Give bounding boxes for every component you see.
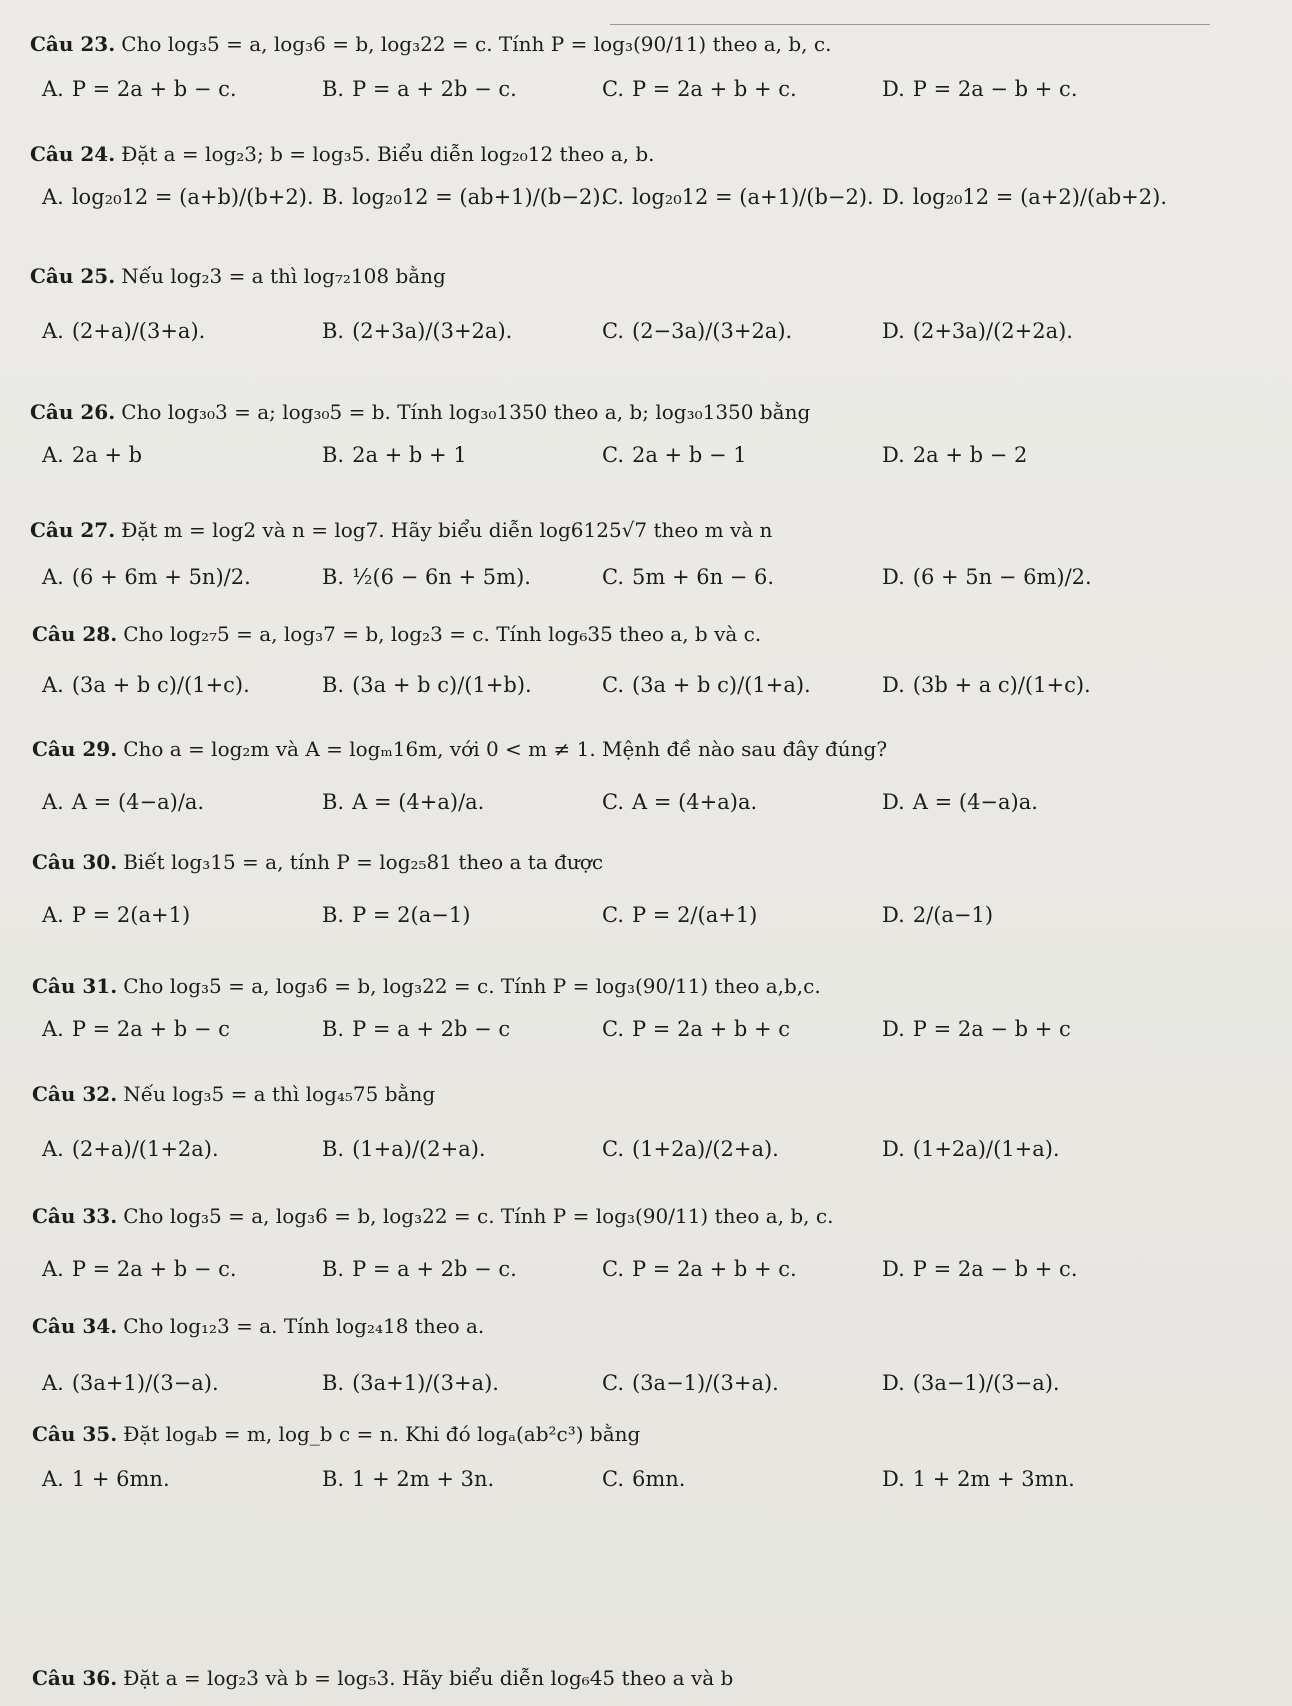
option-label: D.	[882, 1467, 905, 1491]
option-text: (2+a)/(3+a).	[71, 319, 206, 343]
answer-option-b[interactable]	[322, 900, 470, 930]
option-label: B.	[322, 1257, 345, 1281]
option-text: P = a + 2b − c	[352, 1017, 511, 1041]
question-body: Đặt a = log₂3 và b = log₅3. Hãy biểu diễn log₆45 theo a và b	[123, 1666, 734, 1690]
option-text: (2+3a)/(3+2a).	[352, 319, 513, 343]
option-text: log₂₀12 = (a+1)/(b−2).	[632, 185, 874, 209]
question-number: Câu 35.	[32, 1422, 118, 1446]
question-text	[30, 398, 810, 426]
answer-option-d[interactable]	[882, 1134, 1060, 1164]
option-label: D.	[882, 673, 905, 697]
option-label: B.	[322, 185, 345, 209]
question-number: Câu 33.	[32, 1204, 118, 1228]
answer-option-c[interactable]	[602, 787, 757, 817]
answer-option-c[interactable]	[602, 1134, 779, 1164]
option-text: log₂₀12 = (a+2)/(ab+2).	[912, 185, 1167, 209]
option-text: (2+a)/(1+2a).	[71, 1137, 219, 1161]
option-label: D.	[882, 565, 905, 589]
answer-option-d[interactable]	[882, 900, 993, 930]
answer-option-b[interactable]	[322, 182, 607, 212]
option-text: log₂₀12 = (ab+1)/(b−2).	[352, 185, 608, 209]
option-label: A.	[42, 1137, 64, 1161]
question-text	[32, 1202, 833, 1230]
option-label: B.	[322, 903, 345, 927]
option-label: A.	[42, 443, 64, 467]
question-body: Cho log₁₂3 = a. Tính log₂₄18 theo a.	[123, 1314, 485, 1338]
question-text	[30, 262, 446, 290]
option-text: (3a+1)/(3−a).	[71, 1371, 219, 1395]
question-body: Cho log₃5 = a, log₃6 = b, log₃22 = c. Tính P = log₃(90/11) theo a,b,c.	[123, 974, 821, 998]
option-label: A.	[42, 565, 64, 589]
option-text: P = 2a + b + c.	[632, 1257, 797, 1281]
answer-option-c[interactable]	[602, 1254, 797, 1284]
option-text: P = a + 2b − c.	[352, 1257, 517, 1281]
question-body: Cho log₃5 = a, log₃6 = b, log₃22 = c. Tính P = log₃(90/11) theo a, b, c.	[123, 1204, 834, 1228]
option-label: C.	[602, 1257, 624, 1281]
answer-option-d[interactable]	[882, 316, 1073, 346]
option-label: B.	[322, 1017, 345, 1041]
option-label: B.	[322, 790, 345, 814]
option-label: B.	[322, 1467, 345, 1491]
question-number: Câu 30.	[32, 850, 118, 874]
answer-option-b[interactable]	[322, 1464, 494, 1494]
answer-option-c[interactable]	[602, 74, 797, 104]
option-text: P = 2a + b − c	[71, 1017, 230, 1041]
option-text: (3a−1)/(3−a).	[912, 1371, 1060, 1395]
option-text: ½(6 − 6n + 5m).	[352, 565, 531, 589]
question-text	[32, 735, 887, 763]
question-text	[30, 30, 831, 58]
divider-line	[610, 24, 1210, 25]
question-body: Đặt logₐb = m, log_b c = n. Khi đó logₐ(ab²c³) bằng	[123, 1422, 641, 1446]
question-text	[32, 1312, 484, 1340]
option-text: (6 + 5n − 6m)/2.	[912, 565, 1092, 589]
option-text: P = 2/(a+1)	[632, 903, 758, 927]
question-number: Câu 25.	[30, 264, 116, 288]
question-text	[32, 1420, 640, 1448]
option-text: (3a + b c)/(1+c).	[71, 673, 250, 697]
option-label: C.	[602, 565, 624, 589]
question-number: Câu 23.	[30, 32, 116, 56]
answer-option-d[interactable]	[882, 670, 1091, 700]
option-text: P = 2a − b + c.	[912, 77, 1078, 101]
option-text: P = 2(a−1)	[352, 903, 471, 927]
option-label: D.	[882, 1137, 905, 1161]
answer-option-a[interactable]	[42, 182, 314, 212]
option-text: (1+2a)/(1+a).	[912, 1137, 1060, 1161]
option-text: P = a + 2b − c.	[352, 77, 517, 101]
answer-option-b[interactable]	[322, 440, 467, 470]
option-text: (3a+1)/(3+a).	[352, 1371, 499, 1395]
option-label: D.	[882, 790, 905, 814]
question-text	[32, 1080, 435, 1108]
option-text: 2a + b − 1	[632, 443, 747, 467]
question-number: Câu 32.	[32, 1082, 118, 1106]
answer-option-b[interactable]	[322, 1254, 517, 1284]
question-number: Câu 34.	[32, 1314, 118, 1338]
option-text: P = 2(a+1)	[71, 903, 191, 927]
option-label: C.	[602, 1371, 624, 1395]
answer-option-d[interactable]	[882, 1014, 1071, 1044]
option-text: 1 + 2m + 3mn.	[912, 1467, 1075, 1491]
option-label: A.	[42, 185, 64, 209]
option-label: A.	[42, 77, 64, 101]
answer-option-a[interactable]	[42, 316, 205, 346]
option-label: C.	[602, 790, 624, 814]
answer-option-a[interactable]	[42, 562, 251, 592]
answer-option-d[interactable]	[882, 1464, 1075, 1494]
answer-option-c[interactable]	[602, 1368, 779, 1398]
option-text: (1+2a)/(2+a).	[632, 1137, 779, 1161]
answer-option-c[interactable]	[602, 670, 811, 700]
option-label: D.	[882, 77, 905, 101]
option-text: (3a−1)/(3+a).	[632, 1371, 779, 1395]
answer-option-d[interactable]	[882, 562, 1092, 592]
answer-option-a[interactable]	[42, 1134, 219, 1164]
question-body: Biết log₃15 = a, tính P = log₂₅81 theo a ta được	[123, 850, 604, 874]
option-label: A.	[42, 903, 64, 927]
question-text	[32, 848, 603, 876]
option-label: C.	[602, 185, 624, 209]
answer-option-b[interactable]	[322, 74, 517, 104]
answer-option-d[interactable]	[882, 787, 1038, 817]
option-text: A = (4+a)/a.	[352, 790, 485, 814]
option-label: A.	[42, 1257, 64, 1281]
answer-option-d[interactable]	[882, 1368, 1060, 1398]
question-body: Đặt m = log2 và n = log7. Hãy biểu diễn log6125√7 theo m và n	[121, 518, 773, 542]
option-text: 1 + 2m + 3n.	[352, 1467, 495, 1491]
answer-option-d[interactable]	[882, 440, 1027, 470]
question-body: Cho log₂₇5 = a, log₃7 = b, log₂3 = c. Tính log₆35 theo a, b và c.	[123, 622, 762, 646]
answer-option-d[interactable]	[882, 1254, 1078, 1284]
answer-option-a[interactable]	[42, 670, 250, 700]
question-number: Câu 24.	[30, 142, 116, 166]
answer-option-d[interactable]	[882, 182, 1167, 212]
option-text: A = (4−a)a.	[912, 790, 1038, 814]
answer-option-b[interactable]	[322, 562, 531, 592]
answer-option-b[interactable]	[322, 670, 532, 700]
option-text: P = 2a − b + c	[912, 1017, 1071, 1041]
option-label: C.	[602, 673, 624, 697]
answer-option-d[interactable]	[882, 74, 1078, 104]
option-label: A.	[42, 1371, 64, 1395]
option-label: C.	[602, 319, 624, 343]
answer-option-a[interactable]	[42, 74, 237, 104]
option-text: A = (4+a)a.	[632, 790, 758, 814]
question-text	[30, 140, 655, 168]
option-text: 6mn.	[632, 1467, 686, 1491]
option-text: P = 2a + b + c	[632, 1017, 791, 1041]
answer-option-c[interactable]	[602, 562, 774, 592]
option-text: P = 2a + b + c.	[632, 77, 797, 101]
option-label: D.	[882, 319, 905, 343]
question-body: Cho log₃5 = a, log₃6 = b, log₃22 = c. Tính P = log₃(90/11) theo a, b, c.	[121, 32, 832, 56]
answer-option-c[interactable]	[602, 182, 874, 212]
option-text: A = (4−a)/a.	[71, 790, 205, 814]
option-text: P = 2a − b + c.	[912, 1257, 1078, 1281]
option-label: B.	[322, 1371, 345, 1395]
option-label: D.	[882, 1257, 905, 1281]
option-label: A.	[42, 319, 64, 343]
option-text: (3b + a c)/(1+c).	[912, 673, 1091, 697]
question-number: Câu 27.	[30, 518, 116, 542]
option-label: D.	[882, 185, 905, 209]
option-text: P = 2a + b − c.	[71, 77, 237, 101]
question-number: Câu 31.	[32, 974, 118, 998]
answer-option-a[interactable]	[42, 1254, 237, 1284]
option-text: 5m + 6n − 6.	[632, 565, 775, 589]
question-text	[32, 972, 821, 1000]
option-label: C.	[602, 903, 624, 927]
question-number: Câu 28.	[32, 622, 118, 646]
option-label: C.	[602, 77, 624, 101]
option-label: A.	[42, 1467, 64, 1491]
answer-option-a[interactable]	[42, 1368, 219, 1398]
option-text: (3a + b c)/(1+a).	[632, 673, 811, 697]
question-number: Câu 36.	[32, 1666, 118, 1690]
option-text: 2a + b − 2	[912, 443, 1028, 467]
answer-option-a[interactable]	[42, 900, 190, 930]
option-label: B.	[322, 443, 345, 467]
question-text	[30, 516, 772, 544]
answer-option-c[interactable]	[602, 316, 792, 346]
answer-option-b[interactable]	[322, 1368, 499, 1398]
answer-option-b[interactable]	[322, 1134, 486, 1164]
answer-option-a[interactable]	[42, 1464, 170, 1494]
option-label: B.	[322, 319, 345, 343]
option-label: B.	[322, 565, 345, 589]
question-body: Nếu log₂3 = a thì log₇₂108 bằng	[121, 264, 446, 288]
option-text: (3a + b c)/(1+b).	[352, 673, 532, 697]
option-text: log₂₀12 = (a+b)/(b+2).	[71, 185, 314, 209]
question-text	[32, 620, 761, 648]
option-label: D.	[882, 1017, 905, 1041]
option-text: 2/(a−1)	[912, 903, 994, 927]
option-label: B.	[322, 1137, 345, 1161]
question-body: Đặt a = log₂3; b = log₃5. Biểu diễn log₂₀12 theo a, b.	[121, 142, 655, 166]
answer-option-b[interactable]	[322, 1014, 510, 1044]
answer-option-a[interactable]	[42, 440, 142, 470]
answer-option-c[interactable]	[602, 900, 757, 930]
option-label: C.	[602, 1467, 624, 1491]
option-label: C.	[602, 1017, 624, 1041]
option-label: C.	[602, 443, 624, 467]
option-label: A.	[42, 790, 64, 814]
option-text: 2a + b + 1	[352, 443, 467, 467]
option-text: (1+a)/(2+a).	[352, 1137, 486, 1161]
question-body: Cho a = log₂m và A = logₘ16m, với 0 < m ≠ 1. Mệnh đề nào sau đây đúng?	[123, 737, 888, 761]
question-text	[32, 1664, 733, 1692]
option-label: A.	[42, 673, 64, 697]
option-text: P = 2a + b − c.	[71, 1257, 237, 1281]
option-text: 1 + 6mn.	[71, 1467, 170, 1491]
answer-option-c[interactable]	[602, 440, 747, 470]
answer-option-a[interactable]	[42, 787, 204, 817]
answer-option-c[interactable]	[602, 1464, 685, 1494]
option-label: A.	[42, 1017, 64, 1041]
option-label: B.	[322, 77, 345, 101]
answer-option-b[interactable]	[322, 316, 512, 346]
question-number: Câu 26.	[30, 400, 116, 424]
option-label: C.	[602, 1137, 624, 1161]
question-number: Câu 29.	[32, 737, 118, 761]
answer-option-b[interactable]	[322, 787, 484, 817]
option-label: D.	[882, 903, 905, 927]
question-body: Cho log₃₀3 = a; log₃₀5 = b. Tính log₃₀1350 theo a, b; log₃₀1350 bằng	[121, 400, 811, 424]
answer-option-a[interactable]	[42, 1014, 230, 1044]
option-label: D.	[882, 443, 905, 467]
option-text: (2+3a)/(2+2a).	[912, 319, 1073, 343]
question-body: Nếu log₃5 = a thì log₄₅75 bằng	[123, 1082, 436, 1106]
option-label: B.	[322, 673, 345, 697]
option-label: D.	[882, 1371, 905, 1395]
option-text: (6 + 6m + 5n)/2.	[71, 565, 251, 589]
option-text: 2a + b	[71, 443, 143, 467]
option-text: (2−3a)/(3+2a).	[632, 319, 793, 343]
answer-option-c[interactable]	[602, 1014, 790, 1044]
